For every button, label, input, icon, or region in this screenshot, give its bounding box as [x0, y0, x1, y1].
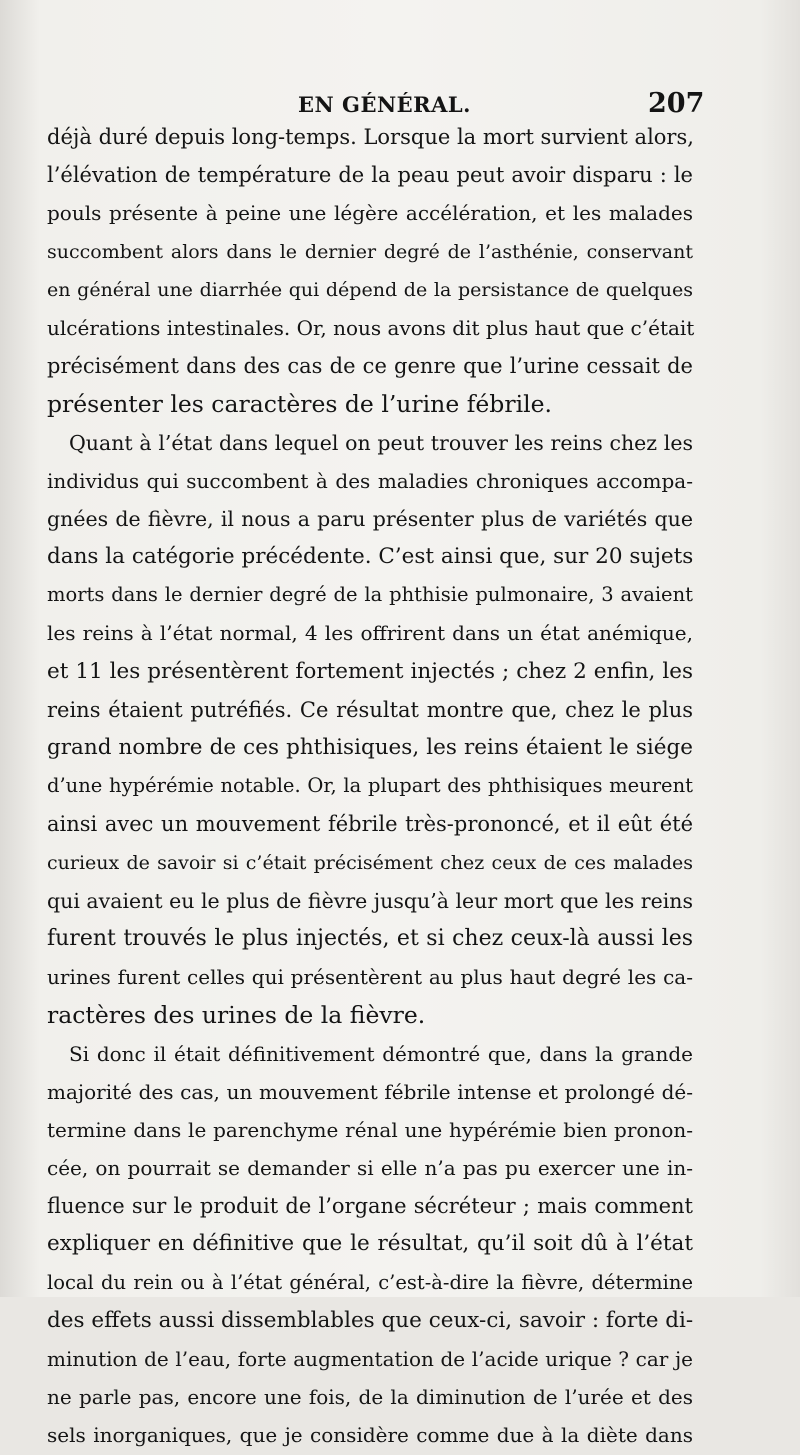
text-line: déjà duré depuis long-temps. Lorsque la mort survient alors,: [47, 125, 694, 149]
text-line: reins étaient putréfiés. Ce résultat montre que, chez le plus: [47, 697, 693, 722]
text-line: gnées de fièvre, il nous a paru présenter plus de variétés que: [47, 506, 693, 531]
text-line: cée, on pourrait se demander si elle n’a pas pu exercer une in-: [47, 1156, 693, 1181]
text-line: grand nombre de ces phthisiques, les reins étaient le siége: [47, 735, 693, 760]
text-line: précisément dans des cas de ce genre que l’urine cessait de: [47, 354, 693, 379]
text-line: local du rein ou à l’état général, c’est-à-dire la fièvre, détermine: [47, 1270, 693, 1294]
body-text: [47, 118, 693, 1455]
text-line: et 11 les présentèrent fortement injectés ; chez 2 enfin, les: [47, 658, 693, 684]
text-line: d’une hypérémie notable. Or, la plupart des phthisiques meurent: [47, 774, 693, 798]
text-line: minution de l’eau, forte augmentation de l’acide urique ? car je: [47, 1347, 693, 1371]
text-line: présenter les caractères de l’urine fébrile.: [47, 390, 552, 419]
text-line: termine dans le parenchyme rénal une hypérémie bien pronon-: [47, 1117, 693, 1142]
text-line: morts dans le dernier degré de la phthisie pulmonaire, 3 avaient: [47, 583, 693, 607]
text-line: expliquer en définitive que le résultat, qu’il soit dû à l’état: [47, 1231, 693, 1257]
text-line: ractères des urines de la fièvre.: [47, 1001, 426, 1030]
running-title: EN GÉNÉRAL.: [298, 92, 471, 117]
text-line: pouls présente à peine une légère accélération, et les malades: [47, 201, 693, 226]
text-line: majorité des cas, un mouvement fébrile intense et prolongé dé-: [47, 1079, 693, 1104]
text-line: l’élévation de température de la peau peut avoir disparu : le: [47, 163, 693, 188]
text-line: furent trouvés le plus injectés, et si chez ceux-là aussi les: [47, 925, 693, 951]
text-line: ne parle pas, encore une fois, de la diminution de l’urée et des: [47, 1385, 693, 1410]
text-line: en général une diarrhée qui dépend de la persistance de quelques: [47, 278, 693, 301]
text-line: curieux de savoir si c’était précisément chez ceux de ces malades: [47, 851, 693, 874]
text-line: ulcérations intestinales. Or, nous avons dit plus haut que c’était: [47, 315, 695, 340]
text-line: Si donc il était définitivement démontré que, dans la grande: [69, 1041, 693, 1066]
text-line: Quant à l’état dans lequel on peut trouver les reins chez les: [69, 430, 693, 455]
text-line: urines furent celles qui présentèrent au plus haut degré les ca-: [47, 965, 693, 990]
text-line: succombent alors dans le dernier degré de l’asthénie, conservant: [47, 240, 693, 263]
text-line: des effets aussi dissemblables que ceux-ci, savoir : forte di-: [47, 1307, 694, 1333]
text-line: sels inorganiques, que je considère comme due à la diète dans: [47, 1423, 693, 1448]
text-line: les reins à l’état normal, 4 les offrirent dans un état anémique,: [47, 621, 693, 646]
page-number: 207: [648, 88, 705, 119]
text-line: ainsi avec un mouvement fébrile très-prononcé, et il eût été: [47, 812, 693, 837]
text-line: dans la catégorie précédente. C’est ainsi que, sur 20 sujets: [47, 544, 694, 570]
text-line: qui avaient eu le plus de fièvre jusqu’à leur mort que les reins: [47, 888, 693, 913]
text-line: individus qui succombent à des maladies chroniques accompa-: [47, 468, 693, 493]
text-line: fluence sur le produit de l’organe sécréteur ; mais comment: [47, 1194, 693, 1219]
